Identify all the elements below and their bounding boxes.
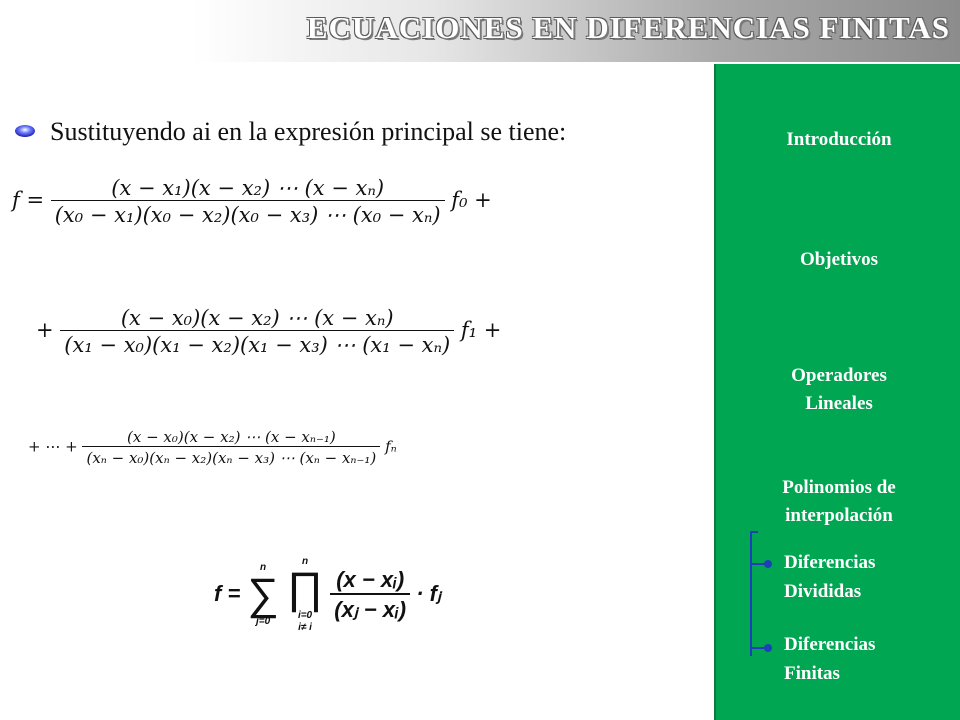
page-title: ECUACIONES EN DIFERENCIAS FINITAS bbox=[306, 10, 950, 45]
eq1-tail: f₀ + bbox=[451, 188, 492, 212]
eq3-fraction bbox=[82, 428, 380, 467]
bullet-dot-icon bbox=[764, 644, 772, 652]
sidebar-item-label: Lineales bbox=[805, 393, 873, 414]
sigma-icon: ∑ bbox=[247, 570, 279, 619]
sidebar-item-objetivos[interactable] bbox=[716, 246, 960, 274]
eq4-lhs: f = bbox=[214, 580, 241, 606]
eq4-fraction bbox=[330, 567, 410, 623]
equation-4 bbox=[214, 556, 441, 634]
eq4-tail: · fⱼ bbox=[416, 580, 441, 606]
eq2-numerator: (x − x₀)(x − x₂) ⋯ (x − xₙ) bbox=[120, 306, 394, 330]
sidebar-item-label: interpolación bbox=[785, 505, 893, 526]
equation-3 bbox=[28, 428, 397, 467]
prod-lower-1: i=0 bbox=[297, 610, 313, 621]
eq2-tail: f₁ + bbox=[460, 318, 502, 342]
equation-1 bbox=[12, 176, 492, 227]
eq2-lead: + bbox=[36, 318, 54, 342]
sidebar-item-introduccion[interactable] bbox=[716, 126, 960, 154]
sidebar-item-label: Operadores bbox=[791, 365, 887, 386]
sum-lower: j=0 bbox=[256, 616, 271, 627]
eq4-denominator: (xⱼ − xᵢ) bbox=[330, 593, 410, 623]
prod-lower-2: i≠ i bbox=[298, 622, 312, 633]
intro-text: Sustituyendo ai en la expresión principal se tiene: bbox=[50, 117, 567, 146]
sidebar-item-label: Objetivos bbox=[799, 249, 879, 270]
eq1-numerator: (x − x₁)(x − x₂) ⋯ (x − xₙ) bbox=[111, 176, 385, 200]
sum-symbol bbox=[247, 562, 278, 628]
sum-upper: n bbox=[260, 562, 267, 573]
sidebar-item-polinomios[interactable] bbox=[716, 474, 960, 530]
title-bar bbox=[0, 0, 960, 62]
eq2-fraction bbox=[60, 306, 454, 357]
sidebar-subitem-diferencias-finitas[interactable] bbox=[784, 630, 954, 688]
eq3-lead: + ⋯ + bbox=[28, 437, 78, 456]
eq3-denominator: (xₙ − x₀)(xₙ − x₂)(xₙ − x₃) ⋯ (xₙ − xₙ₋₁) bbox=[82, 446, 380, 467]
tree-top-tick bbox=[750, 531, 758, 533]
prod-upper: n bbox=[301, 556, 309, 567]
eq1-lhs: f = bbox=[12, 188, 45, 212]
tree-vertical-line bbox=[750, 532, 752, 656]
sidebar-subitem-label: Diferencias bbox=[784, 552, 876, 573]
sidebar-subitem-label: Divididas bbox=[784, 581, 862, 602]
eq2-denominator: (x₁ − x₀)(x₁ − x₂)(x₁ − x₃) ⋯ (x₁ − xₙ) bbox=[60, 330, 454, 357]
sidebar-subitem-diferencias-divididas[interactable] bbox=[784, 548, 954, 606]
sidebar-subitem-label: Diferencias bbox=[784, 634, 876, 655]
sidebar-item-operadores-lineales[interactable] bbox=[716, 362, 960, 418]
eq4-numerator: (x − xᵢ) bbox=[336, 567, 405, 592]
eq1-denominator: (x₀ − x₁)(x₀ − x₂)(x₀ − x₃) ⋯ (x₀ − xₙ) bbox=[51, 200, 445, 227]
eq3-numerator: (x − x₀)(x − x₂) ⋯ (x − xₙ₋₁) bbox=[126, 428, 336, 446]
bullet-icon bbox=[14, 124, 36, 138]
eq3-tail: fₙ bbox=[385, 437, 397, 456]
equation-2 bbox=[36, 306, 501, 357]
eq1-fraction bbox=[51, 176, 445, 227]
bullet-dot-icon bbox=[764, 560, 772, 568]
sidebar-subitem-label: Finitas bbox=[784, 663, 840, 684]
sidebar-nav bbox=[714, 64, 960, 720]
pi-icon: ∏ bbox=[286, 564, 324, 613]
sidebar-item-label: Introducción bbox=[786, 129, 892, 150]
sidebar-item-label: Polinomios de bbox=[782, 477, 896, 498]
product-symbol bbox=[287, 556, 323, 634]
